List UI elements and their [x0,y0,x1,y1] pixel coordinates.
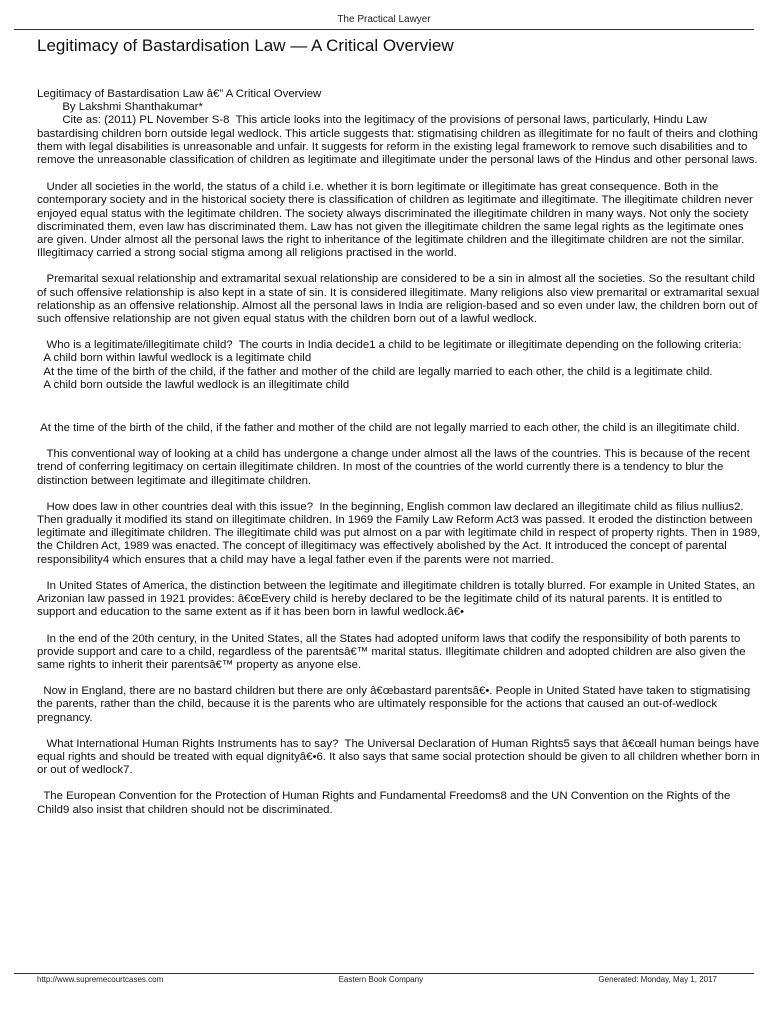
footer-publisher: Eastern Book Company [338,975,424,984]
paragraph: In United States of America, the distinction between the legitimate and illegitimate children is totally blurred. For example in United States, an Arizonian law passed in 1921 provides: â€œEvery child is hereby declared to be the legitimate child of its natural parents. It is entitled to support and education to the same extent as if it has been born in lawful wedlock.â€• [37,579,758,619]
article-byline: By Lakshmi Shanthakumar* [37,101,203,114]
article-body [37,88,764,830]
article-heading-line: Legitimacy of Bastardisation Law â€” A Critical Overview [37,88,322,100]
paragraph: The European Convention for the Protection of Human Rights and Fundamental Freedoms8 and the UN Convention on the Rights of the Child9 also insist that children should not be discriminated. [37,790,734,816]
header-divider [14,29,754,30]
paragraph: In the end of the 20th century, in the United States, all the States had adopted uniform laws that codify the responsibility of both parents to provide support and care to a child, regardless of the parentsâ€™ marital status. Illegitimate children and adopted children are also given the same rights to inherit their parentsâ€™ property as anyone else. [37,632,749,671]
paragraph: At the time of the birth of the child, if the father and mother of the child are not legally married to each other, the child is an illegitimate child. [37,422,740,435]
criteria-item: A child born within lawful wedlock is a legitimate child [37,352,312,365]
page-title: Legitimacy of Bastardisation Law — A Critical Overview [37,36,454,55]
paragraph: Who is a legitimate/illegitimate child? The courts in India decide1 a child to be legitimate or illegitimate depending on the following criteria: [37,339,742,352]
article-citation-abstract: Cite as: (2011) PL November S-8 This article looks into the legitimacy of the provisions of personal laws, particularly, Hindu Law bastardising children born outside legal wedlock. This article suggests that: stigmatising children as illegitimate for no fault of theirs and clothing them with legal disabilities is unreasonable and unfair. It suggests for reform in the existing legal framework to remove such disabilities and to remove the unreasonable classification of children as legitimate and illegitimate under the personal laws of the Hindus and other personal laws. [37,114,762,167]
paragraph: Under all societies in the world, the status of a child i.e. whether it is born legitimate or illegitimate has great consequence. Both in the contemporary society and in the historical society there is classification of children as legitimate and illegitimate. The illegitimate children never enjoyed equal status with the legitimate children. The society always discriminated the illegitimate children in many ways. Not only the society discriminated them, even law has discriminated them. Law has not given the illegitimate children the same legal rights as the legitimate ones are given. Under almost all the personal laws the right to inheritance of the legitimate children and the illegitimate children are not the similar. Illegitimacy carried a strong social stigma among all religions practised in the world. [37,181,757,260]
paragraph: Now in England, there are no bastard children but there are only â€œbastard parentsâ€•. People in United Stated have taken to stigmatising the parents, rather than the child, because it is the parents who are ultimately responsible for the actions that caused an out-of-wedlock pregnancy. [37,685,754,724]
paragraph: Premarital sexual relationship and extramarital sexual relationship are considered to be a sin in almost all the societies. So the resultant child of such offensive relationship is also kept in a state of sin. It is considered illegitimate. Many religions also view premarital or extramarital sexual relationship as an offensive relationship. Almost all the personal laws in India are religion-based and so even under law, the children born out of such offensive relationship are not given equal status with the children born out of a lawful wedlock. [37,273,763,326]
footer-divider [14,973,754,974]
paragraph: How does law in other countries deal with this issue? In the beginning, English common law declared an illegitimate child as filius nullius2. Then gradually it modified its stand on illegitimate children. In 1969 the Family Law Reform Act3 was passed. It eroded the distinction between legitimate and illegitimate children. The illegitimate child was put almost on a par with legitimate child in respect of property rights. Then in 1989, the Children Act, 1989 was enacted. The concept of illegitimacy was effectively abolished by the Act. It introduced the concept of parental responsibility4 which ensures that a child may have a legal father even if the parents were not married. [37,500,764,566]
criteria-item: At the time of the birth of the child, if the father and mother of the child are legally married to each other, the child is a legitimate child. [37,365,713,378]
paragraph: This conventional way of looking at a child has undergone a change under almost all the laws of the countries. This is because of the recent trend of conferring legitimacy on certain illegitimate children. In most of the countries of the world currently there is a tendency to blur the distinction between legitimate and illegitimate children. [37,448,753,487]
running-head: The Practical Lawyer [337,14,431,25]
footer-url[interactable]: http://www.supremecourtcases.com [37,975,164,984]
paragraph: What International Human Rights Instruments has to say? The Universal Declaration of Human Rights5 says that â€œall human beings have equal rights and should be treated with equal dignityâ€•6. It also says that same social protection should be given to all children whether born in or out of wedlock7. [37,737,763,777]
criteria-item: A child born outside the lawful wedlock is an illegitimate child [37,378,350,391]
footer-generated-date: Generated: Monday, May 1, 2017 [598,975,717,984]
page-footer [37,975,717,984]
